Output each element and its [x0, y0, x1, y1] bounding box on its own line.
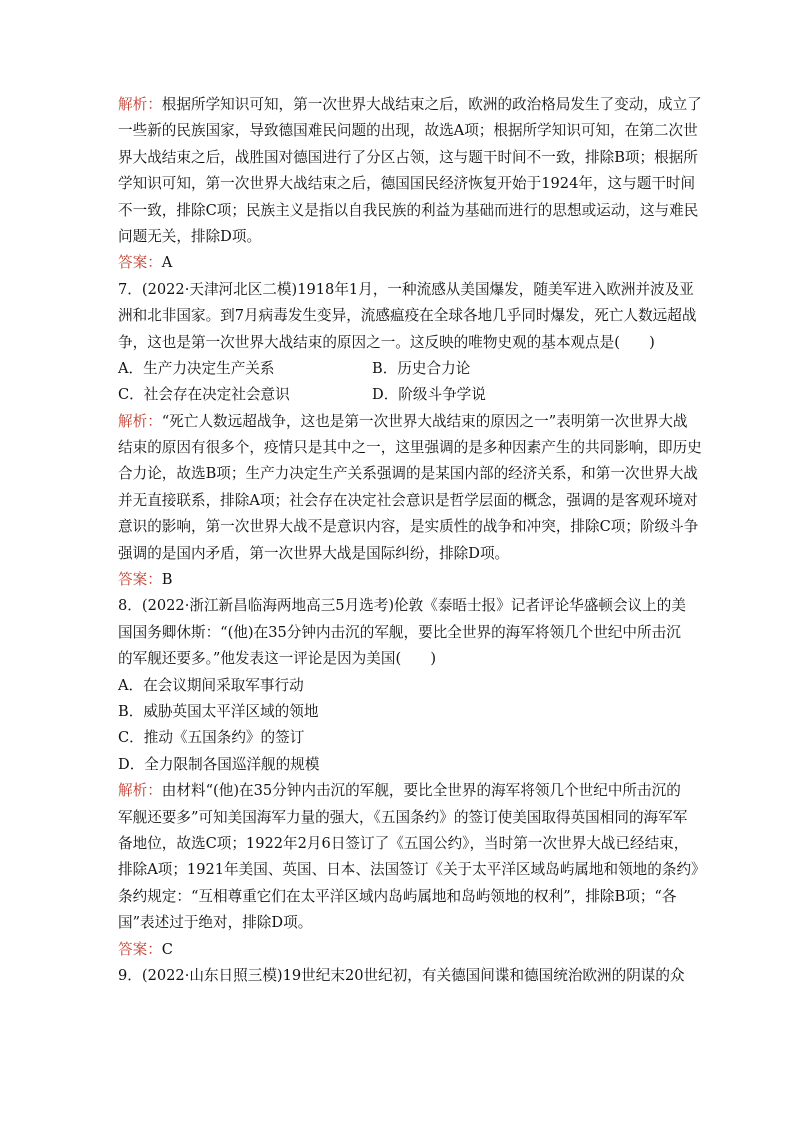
analysis-line: 界大战结束之后，战胜国对德国进行了分区占领，这与题干时间不一致，排除B项；根据所	[118, 148, 698, 166]
question-stem-line: 9．(2022·山东日照三模)19世纪末20世纪初，有关德国间谍和德国统治欧洲的阴谋的众	[118, 966, 685, 984]
answer-line	[118, 567, 678, 593]
question-stem-line: 国国务卿休斯：“(他)在35分钟内击沉的军舰，要比全世界的海军将领几个世纪中所击沉	[118, 623, 681, 641]
analysis-line: 不一致，排除C项；民族主义是指以自我民族的利益为基础而进行的思想或运动，这与难民	[118, 201, 699, 219]
analysis-line: 意识的影响，第一次世界大战不是意识内容，是实质性的战争和冲突，排除C项；阶级斗争	[118, 518, 699, 536]
option-a: A．生产力决定生产关系	[118, 359, 275, 377]
answer-label: 答案：	[118, 571, 162, 589]
answer-value: A	[161, 254, 173, 272]
answer-line	[118, 937, 678, 963]
analysis-line: 军舰还要多”可知美国海军力量的强大，《五国条约》的签订使美国取得英国相同的海军军	[118, 808, 688, 826]
question-stem-line: 洲和北非国家。到7月病毒发生变异，流感瘟疫在全球各地几乎同时爆发，死亡人数远超战	[118, 307, 697, 325]
analysis-line: 国”表述过于绝对，排除D项。	[118, 914, 313, 932]
analysis-line: 解析：由材料“(他)在35分钟内击沉的军舰，要比全世界的海军将领几个世纪中所击沉的	[118, 782, 681, 800]
analysis-line: 一些新的民族国家，导致德国难民问题的出现，故选A项；根据所学知识可知，在第二次世	[118, 122, 698, 140]
analysis-line: 合力论，故选B项；生产力决定生产关系强调的是某国内部的经济关系，和第一次世界大战	[118, 465, 698, 483]
analysis-label: 解析：	[118, 412, 162, 430]
analysis-line: 结束的原因有很多个，疫情只是其中之一，这里强调的是多种因素产生的共同影响，即历史	[118, 439, 702, 457]
option-c: C．社会存在决定社会意识	[118, 386, 290, 404]
document-page	[118, 92, 706, 989]
question-stem-line: 的军舰还要多。”他发表这一评论是因为美国( )	[118, 650, 437, 668]
question-stem-line: 7．(2022·天津河北区二模)1918年1月，一种流感从美国爆发，随美军进入欧洲并波及亚	[118, 280, 694, 298]
option-b: B．历史合力论	[372, 359, 471, 377]
question-stem-line: 8．(2022·浙江新昌临海两地高三5月选考)伦敦《泰晤士报》记者评论华盛顿会议上的美	[118, 597, 686, 615]
answer-label: 答案：	[118, 254, 162, 272]
option-d: D．阶级斗争学说	[372, 386, 486, 404]
analysis-line: 强调的是国内矛盾，第一次世界大战是国际纠纷，排除D项。	[118, 544, 510, 562]
answer-label: 答案：	[118, 940, 162, 958]
option-a: A．在会议期间采取军事行动	[118, 676, 304, 694]
answer-value: C	[161, 940, 173, 958]
option-c: C．推动《五国条约》的签订	[118, 729, 305, 747]
analysis-line: 排除A项；1921年美国、英国、日本、法国签订《关于太平洋区域岛屿属地和领地的条约》	[118, 861, 706, 879]
analysis-line: 条约规定：“互相尊重它们在太平洋区域内岛屿属地和岛屿领地的权利”，排除B项；“各	[118, 887, 677, 905]
option-b: B．威胁英国太平洋区域的领地	[118, 702, 319, 720]
question-stem-line: 争，这也是第一次世界大战结束的原因之一。这反映的唯物史观的基本观点是( )	[118, 333, 655, 351]
analysis-label: 解析：	[118, 782, 162, 800]
option-d: D．全力限制各国巡洋舰的规模	[118, 755, 320, 773]
analysis-line: 解析：“死亡人数远超战争，这也是第一次世界大战结束的原因之一”表明第一次世界大战	[118, 412, 688, 430]
option-row	[118, 356, 678, 382]
answer-value: B	[161, 571, 173, 589]
analysis-label: 解析：	[118, 96, 162, 113]
analysis-line: 学知识可知，第一次世界大战结束之后，德国国民经济恢复开始于1924年，这与题干时间	[118, 175, 696, 193]
answer-line	[118, 250, 678, 276]
analysis-line: 并无直接联系，排除A项；社会存在决定社会意识是哲学层面的概念，强调的是客观环境对	[118, 491, 698, 509]
analysis-line: 备地位，故选C项；1922年2月6日签订了《五国公约》，当时第一次世界大战已经结束，	[118, 834, 689, 852]
option-row	[118, 382, 678, 408]
analysis-line: 问题无关，排除D项。	[118, 227, 262, 245]
analysis-line: 解析：根据所学知识可知，第一次世界大战结束之后，欧洲的政治格局发生了变动，成立了	[118, 96, 702, 113]
